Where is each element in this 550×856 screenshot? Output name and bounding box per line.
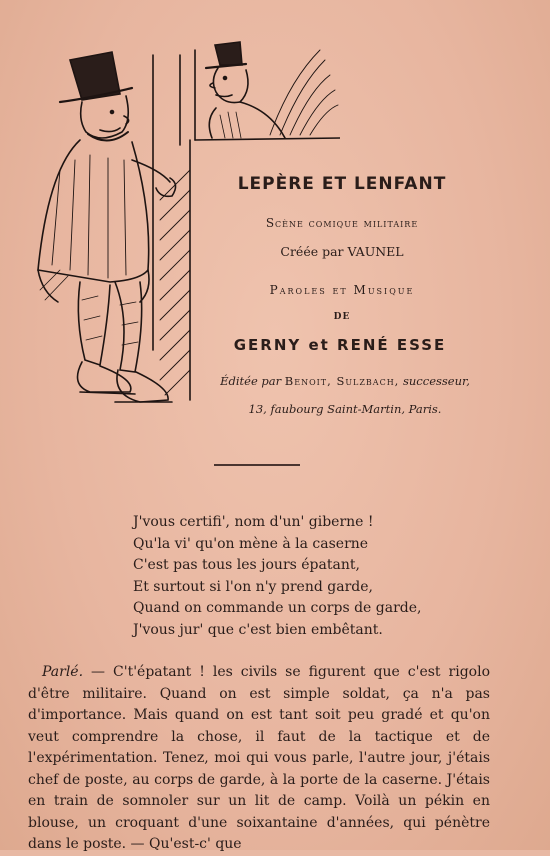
verse-line: Et surtout si l'on n'y prend garde,	[133, 578, 373, 595]
creator-line: Créée par VAUNEL	[280, 244, 404, 259]
publisher-names: Benoit, Sulzbach,	[284, 374, 400, 388]
verse-line: J'vous certifi', nom d'un' giberne !	[133, 514, 374, 530]
verse-line: C'est pas tous les jours épatant,	[133, 557, 360, 573]
spoken-paragraph	[28, 662, 490, 856]
verse	[133, 512, 453, 641]
verse-line: Quand on commande un corps de garde,	[133, 600, 422, 616]
spoken-text: — C't'épatant ! les civils se figurent que c'est rigolo d'être militaire. Quand on est simple soldat, ça n'a pas d'importance. Mais quand on est tant soit peu gradé et qu'on veut comprendre la chose, il faut de la tactique et de l'expérimentation. Tenez, moi qui vous parle, l'autre jour, j'étais chef de poste, au corps de garde, à la porte de la caserne. J'étais en train de somnoler sur un lit de camp. Voilà un pékin en blouse, un croquant d'une soixantaine d'années, qui pénètre dans le poste. — Qu'est-c' que	[28, 664, 490, 852]
divider	[214, 464, 300, 466]
verse-line: J'vous jur' que c'est bien embêtant.	[133, 621, 383, 638]
publisher-line	[215, 374, 475, 388]
song-subtitle: Scène comique militaire	[265, 216, 419, 230]
spoken-label: Parlé.	[42, 664, 84, 680]
publisher-successor: successeur,	[403, 374, 470, 388]
credits-de: DE	[333, 312, 351, 322]
song-title: LEPÈRE ET LENFANT	[237, 174, 447, 194]
publisher-label: Éditée par	[220, 374, 282, 388]
verse-line: Qu'la vi' qu'on mène à la caserne	[133, 535, 369, 552]
composers: GERNY et RENÉ ESSE	[233, 336, 447, 354]
credits-line: Paroles et Musique	[269, 283, 415, 297]
publisher-address: 13, faubourg Saint-Martin, Paris.	[248, 402, 442, 416]
